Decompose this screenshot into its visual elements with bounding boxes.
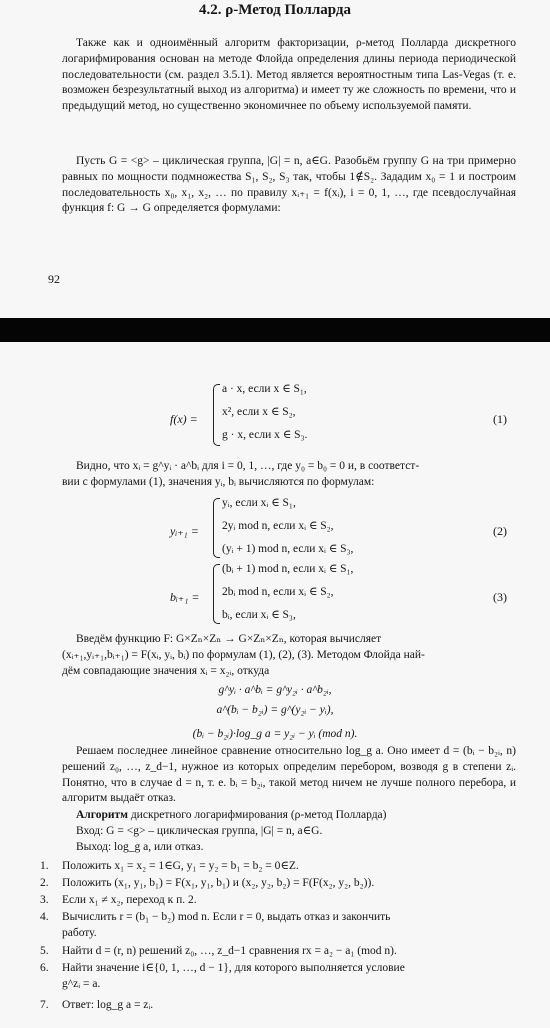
formula1-case-1: a · x, если x ∈ S₁,	[222, 383, 307, 395]
paragraph-definition: Пусть G = <g> – циклическая группа, |G| = n, a∈G. Разобьём группу G на три примерно равных по мощности подмножества S₁, S₂, S₃ так, чтобы 1∉S₂. Зададим x₀ = 1 и построим последовательность x₀, x₁, x₂, … по правилу xᵢ₊₁ = f(xᵢ), i = 0, 1, …, где псевдослучайная функция f: G → G определяется формулами:	[62, 155, 516, 215]
formula3-case-3: bᵢ, если xᵢ ∈ S₃,	[222, 609, 296, 621]
formula2-case-3: (yᵢ + 1) mod n, если xᵢ ∈ S₃,	[222, 543, 354, 555]
step-number: 4.	[40, 911, 49, 923]
algorithm-title	[62, 808, 516, 824]
paragraph-solve: Решаем последнее линейное сравнение относительно log_g a. Оно имеет d = (bᵢ − b₂ᵢ, n) решений z₀, …, z_d−1, нужное из которых определим перебором, возводя g в степени zᵢ. Понятно, что в случае d = n, т. е. bᵢ = b₂ᵢ, такой метод ничем не лучше полного перебора, и алгоритм выдаёт отказ.	[62, 745, 516, 805]
formula1-number: (1)	[493, 412, 507, 426]
step-text: Ответ: log_g a = zᵢ.	[62, 999, 154, 1011]
algorithm-step	[40, 910, 516, 942]
step-number: 1.	[40, 860, 49, 872]
book-page-top	[0, 0, 550, 318]
step-text-continued: g^zᵢ = a.	[62, 977, 101, 990]
step-text: Найти d = (r, n) решений z₀, …, z_d−1 сравнения rx = a₂ − a₁ (mod n).	[62, 945, 397, 957]
step-text: Вычислить r = (b₁ − b₂) mod n. Если r = 0, выдать отказ и закончить	[62, 911, 391, 923]
text-after-formula3-line3: дём совпадающие значения xᵢ = x₂ᵢ, откуда	[62, 665, 270, 677]
algorithm-step	[40, 876, 516, 892]
step-number: 7.	[40, 999, 49, 1011]
step-number: 6.	[40, 962, 49, 974]
algorithm-step	[40, 961, 516, 993]
book-page-bottom	[0, 342, 550, 1028]
formula2-brace	[213, 498, 220, 558]
formula3-brace	[213, 564, 220, 624]
formula1-case-2: x², если x ∈ S₂,	[222, 406, 296, 418]
equation-a: g^yᵢ · a^bᵢ = g^y₂ᵢ · a^b₂ᵢ,	[218, 684, 332, 696]
text-after-formula3-line2: (xᵢ₊₁,yᵢ₊₁,bᵢ₊₁) = F(xᵢ, yᵢ, bᵢ) по формулам (1), (2), (3). Методом Флойда най-	[62, 649, 425, 661]
text-after-formula1-line2: вии с формулами (1), значения yᵢ, bᵢ вычисляются по формулам:	[62, 476, 375, 488]
step-text-continued: работу.	[62, 926, 97, 939]
algorithm-step	[40, 944, 516, 960]
text-after-formula3-line1: Введём функцию F: G×Zₙ×Zₙ → G×Zₙ×Zₙ, которая вычисляет	[76, 633, 382, 645]
step-text: Положить x₁ = x₂ = 1∈G, y₁ = y₂ = b₁ = b₂ = 0∈Z.	[62, 860, 299, 872]
equation-c: (bᵢ − b₂ᵢ)·log_g a = y₂ᵢ − yᵢ (mod n).	[192, 728, 358, 740]
algorithm-step	[40, 859, 516, 875]
formula2-case-2: 2yᵢ mod n, если xᵢ ∈ S₂,	[222, 520, 334, 532]
formula2-number: (2)	[493, 524, 507, 538]
algorithm-title-rest: дискретного логарифмирования (ρ-метод Полларда)	[127, 809, 387, 821]
page-divider	[0, 318, 550, 342]
formula1-lhs: f(x) =	[170, 412, 198, 426]
page-number: 92	[48, 272, 60, 286]
algorithm-step	[40, 998, 516, 1014]
step-number: 5.	[40, 945, 49, 957]
paragraph-intro: Также как и одноимённый алгоритм факторизации, ρ-метод Полларда дискретного логарифмирования основан на методе Флойда определения длины периода периодической последовательности (см. раздел 3.5.1). Метод является вероятностным типа Las-Vegas (т. е. возможен безрезультатный выход из алгоритма) и имеет ту же сложность по времени, что и предыдущий метод, но существенно экономичнее по объему используемой памяти.	[62, 37, 516, 113]
algorithm-step	[40, 893, 516, 909]
algorithm-input: Вход: G = <g> – циклическая группа, |G| = n, a∈G.	[76, 825, 323, 837]
formula3-lhs: bᵢ₊₁ =	[170, 590, 200, 604]
formula3-case-2: 2bᵢ mod n, если xᵢ ∈ S₂,	[222, 586, 334, 598]
algorithm-output: Выход: log_g a, или отказ.	[76, 841, 204, 853]
equation-b: a^(bᵢ − b₂ᵢ) = g^(y₂ᵢ − yᵢ),	[216, 704, 334, 716]
text-after-formula1-line1: Видно, что xᵢ = g^yᵢ · a^bᵢ для i = 0, 1, …, где y₀ = b₀ = 0 и, в соответст-	[76, 460, 420, 472]
formula3-case-1: (bᵢ + 1) mod n, если xᵢ ∈ S₁,	[222, 563, 354, 575]
formula2-lhs: yᵢ₊₁ =	[170, 524, 199, 538]
step-number: 3.	[40, 894, 49, 906]
section-heading: 4.2. ρ-Метод Полларда	[199, 2, 351, 18]
step-number: 2.	[40, 877, 49, 889]
step-text: Положить (x₁, y₁, b₁) = F(x₁, y₁, b₁) и (x₂, y₂, b₂) = F(F(x₂, y₂, b₂)).	[62, 877, 375, 889]
step-text: Найти значение i∈{0, 1, …, d − 1}, для которого выполняется условие	[62, 962, 405, 974]
algorithm-title-bold: Алгоритм	[76, 809, 128, 821]
step-text: Если x₁ ≠ x₂, переход к п. 2.	[62, 894, 197, 906]
formula2-case-1: yᵢ, если xᵢ ∈ S₁,	[222, 497, 296, 509]
formula1-brace	[213, 384, 220, 446]
formula1-case-3: g · x, если x ∈ S₃.	[222, 429, 308, 441]
formula3-number: (3)	[493, 590, 507, 604]
